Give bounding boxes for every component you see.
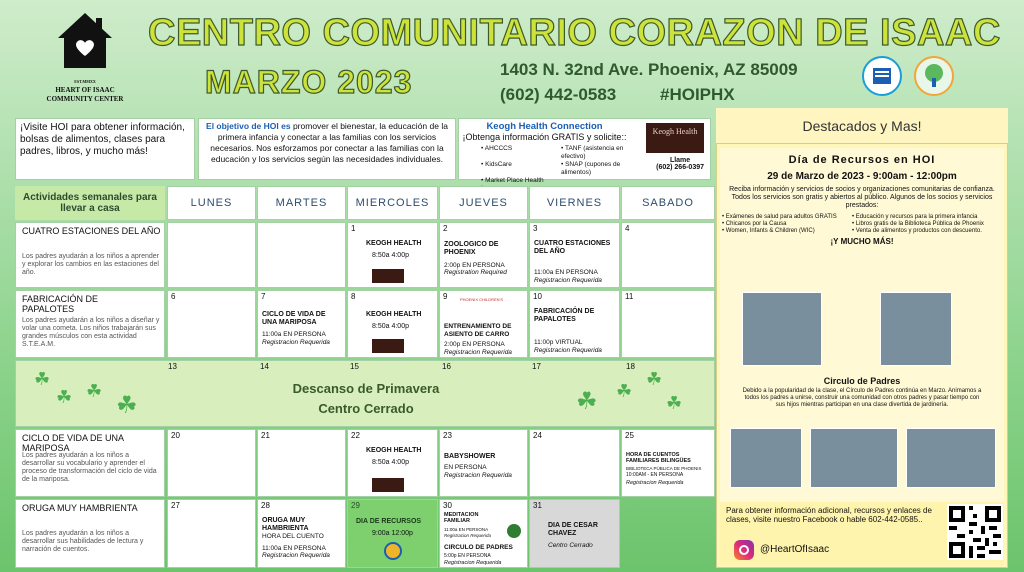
calendar-cell[interactable] [257,222,346,288]
date-number: 24 [533,431,542,440]
list-item: • TANF (asistencia en efectivo) [561,145,641,161]
date-number: 9 [443,292,448,301]
activity-cell [15,222,165,288]
date-number: 3 [533,224,538,233]
keogh-logo: Keogh Health [646,123,704,153]
spring-break-text [256,379,476,419]
event-time: 2:00p EN PERSONA [444,341,505,348]
date-number: 29 [351,501,360,510]
logo-line1: HEART OF ISAAC [55,86,115,94]
activity-desc: Los padres ayudarán a los niños a desarrollar sus habilidades de lectura y narración de cuentos. [22,530,144,553]
event-time: 11:00a EN PERSONA [444,527,489,532]
calendar-cell[interactable] [439,499,528,568]
event-note: Registracion Requerida [262,552,330,559]
objective-text: promover el bienestar, la educación de la primera infancia y conectar a las familias con los servicios necesarios. Nos esforzamos por conectar a las familias con la educación y los servicios según las necesidades individuales. [210,121,448,164]
calendar-cell[interactable] [347,429,438,497]
day-header: JUEVES [439,186,528,220]
activity-desc: Los padres ayudarán a los niños a diseñar y volar una cometa. Los niños trabajarán sus grandes músculos con esta actividad S.T.E.A.M. [22,317,160,348]
qr-code-icon[interactable] [947,504,1003,560]
keogh-title: Keogh Health Connection [486,121,603,132]
date-number: 21 [261,431,270,440]
calendar-cell[interactable] [347,499,438,568]
date-number: 14 [260,362,269,371]
event-time: 8:50a 4:00p [372,323,409,330]
logo-est: EST.MMXX [74,79,96,84]
break-line1: Descanso de Primavera [292,381,440,396]
event-time: 2:00p EN PERSONA [444,262,505,269]
resources-icon [384,542,402,560]
event-note: Registracion Requerida [444,472,512,479]
list-item: • Educación y recursos para la primera infancia [852,214,1002,221]
clover-icon: ☘ [56,387,73,407]
services-left [722,214,852,235]
event-time: 11:00a EN PERSONA [262,545,326,552]
activity-title: ORUGA MUY HAMBRIENTA [22,503,138,513]
event-title: ORUGA MUY HAMBRIENTA [262,517,309,532]
date-number: 6 [171,292,176,301]
clover-icon: ☘ [616,381,633,401]
calendar-cell[interactable] [347,290,438,358]
list-item: • AHCCCS [481,145,561,161]
calendar-cell[interactable] [621,290,715,358]
spring-break-banner [15,360,715,427]
calendar-cell[interactable] [257,499,346,568]
event-title: ZOOLOGICO DE PHOENIX [444,241,499,256]
event-time: 11:00a EN PERSONA [534,269,598,276]
event-time: 10:00AM - EN PERSONA [626,472,684,478]
event-note: Registracion Requerida [534,277,602,284]
phoenix-childrens-logo: PHOENIX CHILDREN'S [460,297,503,302]
date-number: 1 [351,224,356,233]
event-note: Registracion Requerida [262,339,330,346]
event-note: Registracion Requerida [626,480,684,486]
logo [40,10,130,110]
event-title: FABRICACIÓN DE PAPALOTES [534,308,595,323]
event-sub: BIBLIOTECA PÚBLICA DE PHOENIX [626,466,702,471]
date-number: 11 [625,292,634,301]
calendar-cell[interactable] [257,429,346,497]
calendar-cell[interactable] [167,499,256,568]
event-time: 11:00a EN PERSONA [262,331,326,338]
date-number: 20 [171,431,180,440]
keogh-call [656,157,704,171]
day-header: SABADO [621,186,715,220]
event-title: CICLO DE VIDA DE UNA MARIPOSA [262,311,326,326]
date-number: 2 [443,224,448,233]
calendar-cell[interactable] [621,429,715,497]
date-number: 27 [171,501,180,510]
hashtag[interactable]: #HOIPHX [660,85,735,104]
calendar-cell[interactable] [167,222,256,288]
clover-icon: ☘ [576,388,598,415]
event-time: 9:00a 12:00p [372,530,413,537]
instagram-handle[interactable]: @HeartOfIsaac [760,544,830,555]
event-title: CUATRO ESTACIONES DEL AÑO [534,240,611,255]
clover-icon: ☘ [646,369,663,389]
event-note: Registracion Requerida [444,533,492,538]
calendar-cell[interactable] [529,499,620,568]
footer-text: Para obtener información adicional, recursos y enlaces de clases, visite nuestro Facebook o hable 602-442-0585.. [726,506,932,524]
date-number: 7 [261,292,266,301]
tree-badge-icon [914,56,954,96]
weekly-activities-header: Actividades semanales para llevar a casa [15,186,165,220]
circle-photo-1 [730,428,802,488]
calendar-cell[interactable] [439,222,528,288]
event-title-2: CIRCULO DE PADRES [444,544,513,551]
clover-icon: ☘ [86,381,103,401]
date-number: 15 [350,362,359,371]
keogh-logo-icon [372,269,404,283]
event-note-2: Registracion Requerida [444,560,502,566]
date-number: 25 [625,431,634,440]
date-number: 22 [351,431,360,440]
event-time: EN PERSONA [444,464,487,471]
keogh-panel [458,118,711,184]
clover-icon: ☘ [666,393,683,413]
date-number: 13 [168,362,177,371]
calendar-cell[interactable] [529,222,620,288]
date-number: 8 [351,292,356,301]
phone: (602) 442-0583 [500,85,617,104]
event-note: Registration Required [444,269,507,276]
sidebar-header: Destacados y Mas! [716,108,1008,144]
date-number: 17 [532,362,541,371]
activity-cell [15,429,165,497]
calendar-cell[interactable] [257,290,346,358]
activity-cell [15,499,165,568]
event-sub: HORA DEL CUENTO [262,533,324,540]
partner-badge-icon [862,56,902,96]
services-lists [720,214,1004,235]
circle-title: Circulo de Padres [823,376,901,386]
day-header: MIERCOLES [347,186,438,220]
instagram-icon[interactable] [734,540,754,560]
date-number: 16 [442,362,451,371]
event-note: Registracion Requerida [534,347,602,354]
date-number: 30 [443,501,452,510]
keogh-call-label: Llame [669,157,691,164]
calendar-cell[interactable] [167,429,256,497]
event-title: BABYSHOWER [444,453,496,460]
event-time: 8:50a 4:00p [372,459,409,466]
activity-cell [15,290,165,358]
list-item: • SNAP (cupones de alimentos) [561,161,641,177]
clover-icon: ☘ [116,392,138,419]
more-label: ¡Y MUCHO MÁS! [830,237,894,246]
event-title: KEOGH HEALTH [366,447,422,454]
circle-photo-3 [906,428,996,488]
activity-desc: Los padres ayudarán a los niños a desarrollar su vocabulario y aprender el proceso de transformación del ciclo de vida de la mariposa. [22,452,157,483]
day-header: MARTES [257,186,346,220]
list-item: • Market Place Health [481,177,561,193]
resource-photo-2 [880,292,952,366]
date-number: 4 [625,224,630,233]
list-item: • Women, Infants & Children (WIC) [722,228,852,235]
calendar-cell[interactable] [439,290,528,358]
activity-title: CUATRO ESTACIONES DEL AÑO [22,226,161,236]
event-note: Registracion Requerida [444,349,512,356]
event-time: 11:00p VIRTUAL [534,339,583,346]
circle-photo-2 [810,428,898,488]
list-item: • KidsCare [481,161,561,177]
event-title: HORA DE CUENTOS FAMILIARES BILINGÜES [626,452,691,464]
services-right [852,214,1002,235]
list-item: • Libros gratis de la Biblioteca Pública de Phoenix [852,221,1002,228]
event-title: ENTRENAMIENTO DE ASIENTO DE CARRO [444,323,512,338]
calendar-cell[interactable] [621,222,715,288]
calendar-cell[interactable] [529,290,620,358]
objective-lead: El objetivo de HOI es [206,121,291,131]
event-note: Centro Cerrado [548,542,593,549]
meditation-icon [507,524,521,538]
event-time: 8:50a 4:00p [372,252,409,259]
event-title: KEOGH HEALTH [366,240,422,247]
resource-photo-1 [742,292,822,366]
date-number: 28 [261,501,270,510]
day-header: LUNES [167,186,256,220]
day-header: VIERNES [529,186,620,220]
calendar-cell[interactable] [439,429,528,497]
event-title: MEDITACION FAMILIAR [444,512,479,524]
date-number: 18 [626,362,635,371]
house-heart-icon [54,10,116,72]
keogh-logo-icon [372,478,404,492]
date-number: 10 [533,292,542,301]
circle-text: Debido a la popularidad de la clase, el Círculo de Padres continúa en Marzo. Animamos a todos los padres a unirse, construir una comunidad con otros padres y pasar tiempo con sus hijos mientras participan en una clase divertida de jardinería. [742,388,982,408]
list-item: • Venta de alimentos y productos con descuento. [852,228,1002,235]
sidebar-body [720,148,1004,508]
resource-day-date: 29 de Marzo de 2023 - 9:00am - 12:00pm [767,171,957,182]
activity-title: CICLO DE VIDA DE UNA MARIPOSA [22,433,124,453]
event-title: KEOGH HEALTH [366,311,422,318]
month-title: MARZO 2023 [205,64,413,100]
address: 1403 N. 32nd Ave. Phoenix, AZ 85009 [500,60,798,79]
intro-text: ¡Visite HOI para obtener información, bolsas de alimentos, clases para padres, libros, y mucho más! [15,118,195,180]
activity-desc: Los padres ayudarán a los niños a aprender y explorar los cambios en las estaciones del año. [22,253,159,276]
resource-day-intro: Reciba información y servicios de socios y organizaciones comunitarias de confianza. Todos los servicios son gratis y abiertos al público. Algunos de los socios y servicios prestados: [729,186,995,209]
list-item: • Chicanos por la Causa [722,221,852,228]
keogh-logo-icon [372,339,404,353]
break-line2: Centro Cerrado [318,401,414,416]
calendar-cell[interactable] [167,290,256,358]
calendar-cell[interactable] [529,429,620,497]
list-item: • Exámenes de salud para adultos GRATIS [722,214,852,221]
logo-line2: COMMUNITY CENTER [46,95,124,103]
event-title: DIA DE CESAR CHAVEZ [548,522,598,537]
keogh-call-phone: (602) 266-0397 [656,164,704,171]
date-number: 31 [533,501,542,510]
resource-day-title: Día de Recursos en HOI [788,154,936,166]
clover-icon: ☘ [34,369,51,389]
page-title: CENTRO COMUNITARIO CORAZON DE ISAAC [148,12,1001,54]
event-title: DIA DE RECURSOS [356,518,422,525]
calendar-cell[interactable] [347,222,438,288]
date-number: 23 [443,431,452,440]
keogh-subtitle: ¡Obtenga información GRATIS y solicite:: [462,132,627,142]
activity-title: FABRICACIÓN DE PAPALOTES [22,294,99,314]
event-time-2: 5:00p EN PERSONA [444,553,491,559]
